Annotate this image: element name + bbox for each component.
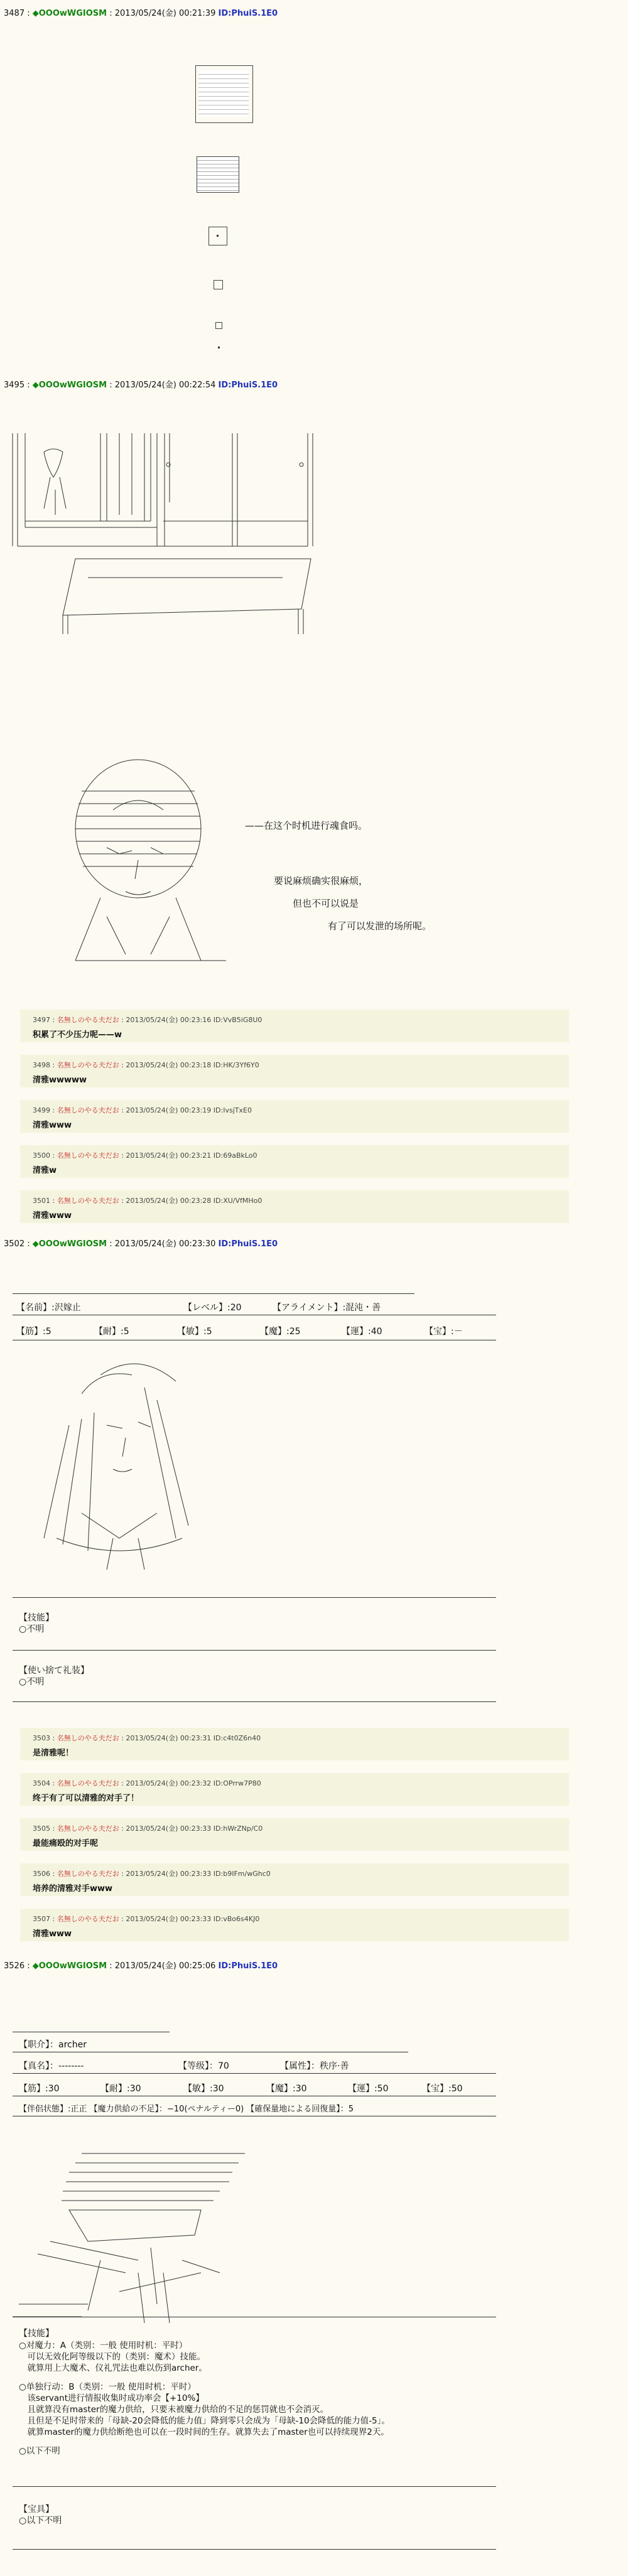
res-number: 3507 : [33, 1915, 55, 1923]
response-post: 3504 : 名無しのやる夫だお : 2013/05/24(金) 00:23:32 ID:OPrrw7P80 终于有了可以清雅的对手了！ [20, 1773, 569, 1806]
aa-square-large-lines [198, 70, 249, 117]
section-rule [13, 1650, 496, 1651]
res-name[interactable]: 名無しのやる夫だお [57, 1061, 119, 1069]
poster-name[interactable]: ◆OOOwWGIOSM [32, 9, 107, 18]
stat-end: 【耐】:30 [100, 2084, 141, 2094]
res-number: 3498 : [33, 1061, 55, 1069]
aa-square-mini [215, 322, 222, 329]
res-date: 2013/05/24(金) 00:23:19 [126, 1106, 212, 1114]
table-rule [13, 2073, 496, 2074]
res-name[interactable]: 名無しのやる夫だお [57, 1824, 119, 1833]
res-date: 2013/05/24(金) 00:23:28 [126, 1197, 212, 1205]
skill-line: 且就算没有master的魔力供给，只要未被魔力供给的不足的惩罚就也不会消灭。 [19, 2405, 329, 2415]
response-post: 3501 : 名無しのやる夫だお : 2013/05/24(金) 00:23:28 ID:XU/VfMHo0 清雅www [20, 1190, 569, 1223]
stat-level: 【等级】：70 [178, 2061, 229, 2071]
post-number: 3502 : [4, 1239, 30, 1249]
post-date: 2013/05/24(金) 00:25:06 [114, 1961, 216, 1971]
res-name[interactable]: 名無しのやる夫だお [57, 1106, 119, 1114]
res-date: 2013/05/24(金) 00:23:33 [126, 1915, 212, 1923]
post-number: 3526 : [4, 1961, 30, 1971]
res-number: 3503 : [33, 1734, 55, 1742]
poster-id[interactable]: ID:PhuiS.1E0 [218, 1239, 278, 1249]
stat-mag: 【魔】:30 [266, 2084, 307, 2094]
dialogue-line: 要说麻烦确实很麻烦， [274, 875, 369, 887]
stat-end: 【耐】:5 [94, 1327, 129, 1337]
res-number: 3500 : [33, 1151, 55, 1160]
res-id[interactable]: ID:69aBkLo0 [213, 1151, 257, 1160]
stat-luk: 【運】:40 [342, 1327, 382, 1337]
post-number: 3487 : [4, 9, 30, 18]
separator: : [107, 1961, 115, 1971]
skill-line: 可以无效化阿等级以下的（类别：魔术）技能。 [19, 2352, 205, 2362]
aa-character-archer-attack [13, 2147, 276, 2336]
response-post: 3498 : 名無しのやる夫だお : 2013/05/24(金) 00:23:18 ID:HK/3Yf6Y0 清雅wwwww [20, 1055, 569, 1087]
skill-line: 就算用上大魔术、仪礼咒法也难以伤到archer。 [19, 2363, 207, 2373]
aa-character-portrait [38, 753, 239, 979]
tech-heading: 【使い捨て礼装】 [19, 1666, 89, 1676]
response-post: 3506 : 名無しのやる夫だお : 2013/05/24(金) 00:23:33 ID:b9IFm/wGhc0 培养的清雅对手www [20, 1863, 569, 1896]
res-body: 是清雅呢！ [33, 1749, 74, 1758]
response-post: 3499 : 名無しのやる夫だお : 2013/05/24(金) 00:23:19 ID:IvsjTxE0 清雅www [20, 1100, 569, 1133]
stat-agi: 【敏】:5 [177, 1327, 212, 1337]
res-number: 3504 : [33, 1779, 55, 1787]
res-id[interactable]: ID:OPrrw7P80 [213, 1779, 261, 1787]
poster-name[interactable]: ◆OOOwWGIOSM [32, 1961, 107, 1971]
stat-luk: 【運】:50 [348, 2084, 389, 2094]
aa-character-archer [19, 1350, 226, 1588]
skill-line: ○以下不明 [19, 2446, 60, 2456]
res-body: 终于有了可以清雅的对手了！ [33, 1794, 139, 1803]
stat-attribute: 【属性】：秩序·善 [280, 2061, 349, 2071]
stat-condition: 【伴侶状態】:正正 【魔力供給の不足】：−10(ペナルティー0) 【確保量地による回復量】：5 [19, 2104, 354, 2114]
separator: : [107, 9, 115, 18]
post-date: 2013/05/24(金) 00:22:54 [114, 380, 216, 390]
post-header [4, 378, 278, 390]
res-name[interactable]: 名無しのやる夫だお [57, 1016, 119, 1024]
tech-value: ○不明 [19, 1677, 45, 1687]
section-rule [13, 1597, 496, 1598]
dialogue-line: 有了可以发泄的场所呢。 [328, 920, 432, 932]
response-post: 3500 : 名無しのやる夫だお : 2013/05/24(金) 00:23:21 ID:69aBkLo0 清雅w [20, 1145, 569, 1178]
poster-id[interactable]: ID:PhuiS.1E0 [218, 1961, 278, 1971]
res-number: 3499 : [33, 1106, 55, 1114]
stat-str: 【筋】:30 [19, 2084, 60, 2094]
res-body: 清雅wwwww [33, 1075, 87, 1085]
separator: : [107, 1239, 115, 1249]
stat-nob: 【宝】:50 [422, 2084, 463, 2094]
skills2-heading: 【技能】 [19, 2329, 54, 2339]
np-heading: 【宝具】 [19, 2504, 54, 2514]
res-name[interactable]: 名無しのやる夫だお [57, 1779, 119, 1787]
stat-level: 【レベル】:20 [183, 1303, 242, 1313]
res-name[interactable]: 名無しのやる夫だお [57, 1734, 119, 1742]
skill-line: 且但是不足时带来的「母缺-20会降低的能力值」降到零只会成为「母缺-10会降低的能力值-5」。 [19, 2416, 390, 2426]
res-name[interactable]: 名無しのやる夫だお [57, 1151, 119, 1160]
res-name[interactable]: 名無しのやる夫だお [57, 1197, 119, 1205]
skills-heading: 【技能】 [19, 1613, 54, 1623]
res-id[interactable]: ID:HK/3Yf6Y0 [213, 1061, 259, 1069]
skill-line: 就算master的魔力供给断绝也可以在一段时间的生存。就算失去了master也可以持续现界2天。 [19, 2427, 389, 2437]
aa-dot-final [218, 347, 220, 348]
res-name[interactable]: 名無しのやる夫だお [57, 1915, 119, 1923]
dialogue-line: 但也不可以说是 [293, 898, 359, 909]
res-date: 2013/05/24(金) 00:23:18 [126, 1061, 212, 1069]
stat-nob: 【宝】:－ [425, 1327, 463, 1337]
section-rule [13, 1701, 496, 1702]
skill-line: 该servant进行情报收集时成功率会【+10%】 [19, 2393, 204, 2403]
aa-square-tiny [214, 280, 223, 289]
post-header [4, 6, 278, 18]
post-header [4, 1959, 278, 1971]
response-post: 3497 : 名無しのやる夫だお : 2013/05/24(金) 00:23:16 ID:VvB5iG8U0 积累了不少压力呢——w [20, 1010, 569, 1042]
post-number: 3495 : [4, 380, 30, 390]
response-post: 3507 : 名無しのやる夫だお : 2013/05/24(金) 00:23:33 ID:vBo6s4KJ0 清雅www [20, 1909, 569, 1941]
stat-realname: 【真名】：-------- [19, 2061, 84, 2071]
res-number: 3505 : [33, 1824, 55, 1833]
skills-value: ○不明 [19, 1624, 45, 1634]
res-number: 3501 : [33, 1197, 55, 1205]
res-id[interactable]: ID:vBo6s4KJ0 [213, 1915, 260, 1923]
res-id[interactable]: ID:IvsjTxE0 [213, 1106, 252, 1114]
post-date: 2013/05/24(金) 00:23:30 [114, 1239, 216, 1249]
res-id[interactable]: ID:b9IFm/wGhc0 [213, 1870, 271, 1878]
res-number: 3497 : [33, 1016, 55, 1024]
res-id[interactable]: ID:VvB5iG8U0 [213, 1016, 263, 1024]
res-date: 2013/05/24(金) 00:23:21 [126, 1151, 212, 1160]
dialogue-line: ——在这个时机进行魂食吗。 [245, 820, 368, 831]
section-rule [13, 2486, 496, 2487]
res-name[interactable]: 名無しのやる夫だお [57, 1870, 119, 1878]
stat-agi: 【敏】:30 [183, 2084, 224, 2094]
res-number: 3506 : [33, 1870, 55, 1878]
res-date: 2013/05/24(金) 00:23:33 [126, 1824, 212, 1833]
res-body: 清雅www [33, 1211, 72, 1221]
res-body: 最能痛殴的对手呢 [33, 1839, 99, 1848]
skill-line: ○对魔力：A（类别：一般 使用时机：平时） [19, 2341, 188, 2351]
res-id[interactable]: ID:hWrZNp/C0 [213, 1824, 263, 1833]
stat-class: 【职介】：archer [19, 2040, 87, 2050]
stat-str: 【筋】:5 [16, 1327, 51, 1337]
poster-id[interactable]: ID:PhuiS.1E0 [218, 380, 278, 390]
poster-name[interactable]: ◆OOOwWGIOSM [32, 380, 107, 390]
res-id[interactable]: ID:XU/VfMHo0 [213, 1197, 263, 1205]
res-id[interactable]: ID:c4t0Z6n40 [213, 1734, 261, 1742]
post-header [4, 1237, 278, 1249]
res-body: 培养的清雅对手www [33, 1884, 113, 1894]
post-date: 2013/05/24(金) 00:21:39 [114, 9, 216, 18]
poster-id[interactable]: ID:PhuiS.1E0 [218, 9, 278, 18]
res-body: 清雅www [33, 1929, 72, 1939]
response-post: 3503 : 名無しのやる夫だお : 2013/05/24(金) 00:23:31 ID:c4t0Z6n40 是清雅呢！ [20, 1728, 569, 1760]
response-post: 3505 : 名無しのやる夫だお : 2013/05/24(金) 00:23:33 ID:hWrZNp/C0 最能痛殴的对手呢 [20, 1818, 569, 1851]
aa-room-scene [6, 427, 358, 678]
stat-mag: 【魔】:25 [260, 1327, 301, 1337]
res-date: 2013/05/24(金) 00:23:33 [126, 1870, 212, 1878]
res-body: 清雅w [33, 1166, 57, 1175]
aa-square-medium [197, 156, 239, 193]
res-body: 清雅www [33, 1121, 72, 1130]
poster-name[interactable]: ◆OOOwWGIOSM [32, 1239, 107, 1249]
np-value: ○以下不明 [19, 2516, 62, 2526]
res-date: 2013/05/24(金) 00:23:31 [126, 1734, 212, 1742]
section-rule [13, 2549, 496, 2550]
aa-dot [217, 235, 219, 237]
skill-line: ○单独行动：B（类别：一般 使用时机：平时） [19, 2382, 196, 2392]
stat-alignment: 【アライメント】:混沌・善 [273, 1303, 381, 1313]
res-date: 2013/05/24(金) 00:23:16 [126, 1016, 212, 1024]
res-body: 积累了不少压力呢——w [33, 1030, 122, 1040]
table-rule [13, 1293, 414, 1294]
res-date: 2013/05/24(金) 00:23:32 [126, 1779, 212, 1787]
separator: : [107, 380, 115, 390]
stat-name: 【名前】:沢嫁止 [16, 1303, 81, 1313]
